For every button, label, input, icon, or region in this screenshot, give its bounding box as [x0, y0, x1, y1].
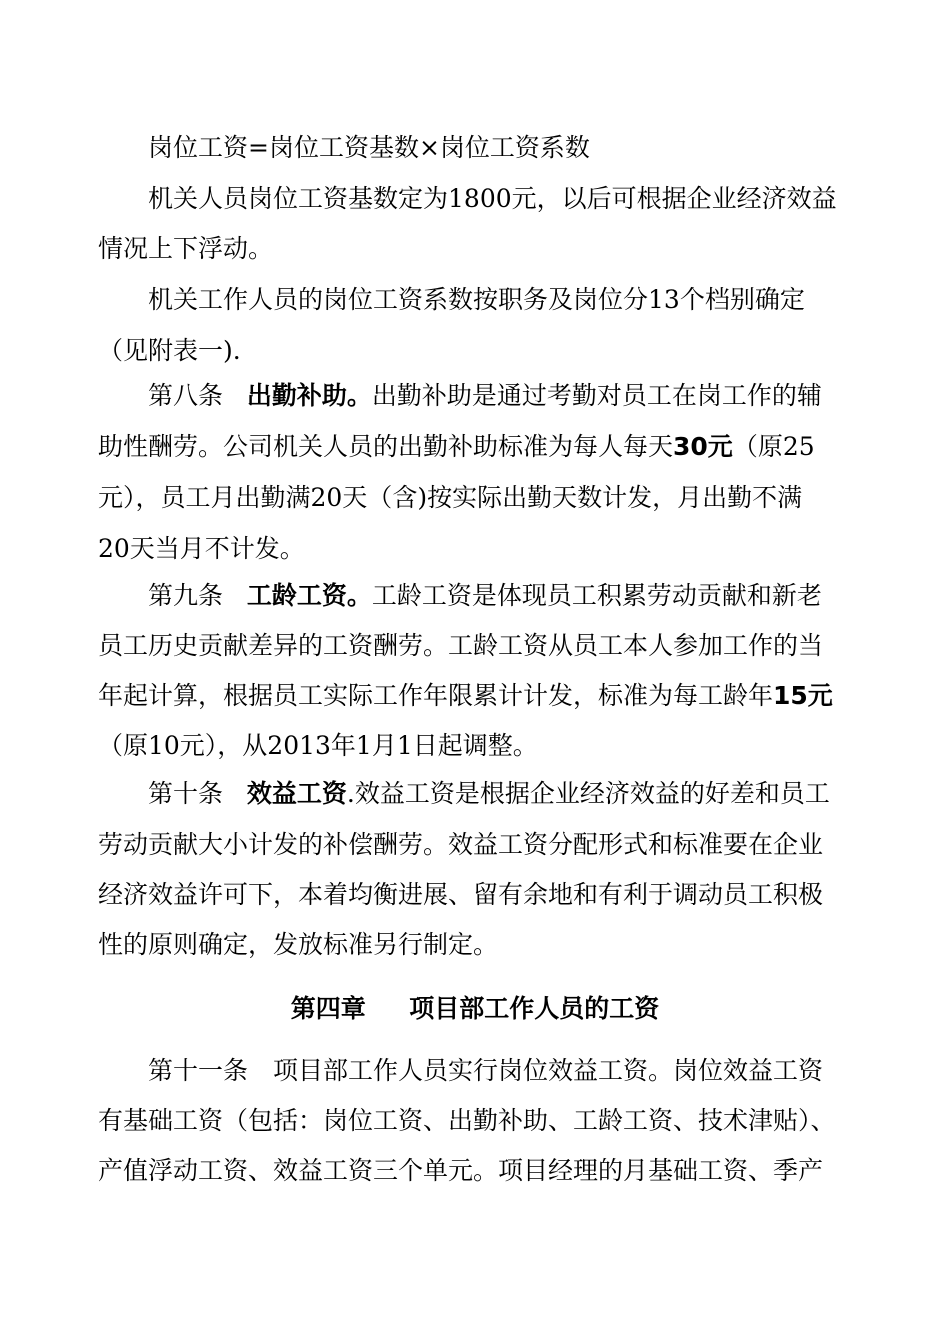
article-9-line1: [148, 580, 822, 612]
text: 20天当月不计发。: [98, 534, 305, 563]
text: 第十一条 项目部工作人员实行岗位效益工资。岗位效益工资: [148, 1056, 824, 1085]
article-11-line2: [98, 1105, 836, 1137]
article-10-line2: [98, 829, 823, 861]
article-8-line1: [148, 380, 822, 412]
text: 出勤补助是通过考勤对员工在岗工作的辅: [371, 381, 822, 410]
text: 机关工作人员的岗位工资系数按职务及岗位分13个档别确定: [148, 285, 805, 314]
text: （原25: [732, 432, 815, 461]
article-8-line2: [98, 431, 815, 463]
article-number: 第九条: [148, 581, 224, 610]
article-9-line4: [98, 730, 538, 762]
article-9-line2: [98, 630, 823, 662]
paragraph-coefficient-line2: [98, 335, 241, 367]
article-10-line3: [98, 879, 823, 911]
bold-amount: 30元: [673, 432, 733, 461]
paragraph-coefficient-line1: [148, 284, 805, 316]
article-number: 第八条: [148, 381, 224, 410]
text: 元），员工月出勤满20天（含)按实际出勤天数计发，月出勤不满: [98, 483, 803, 512]
bold-amount: 15元: [773, 681, 833, 710]
text: .效益工资是根据企业经济效益的好差和员工: [346, 779, 830, 808]
formula-text: 岗位工资=岗位工资基数×岗位工资系数: [148, 133, 590, 162]
text: 经济效益许可下，本着均衡进展、留有余地和有利于调动员工积极: [98, 880, 824, 909]
article-10-line1: [148, 778, 830, 810]
article-number: 第十条: [148, 779, 224, 808]
text: 年起计算，根据员工实际工作年限累计计发，标准为每工龄年: [98, 681, 774, 710]
chapter-title: 项目部工作人员的工资: [409, 994, 660, 1023]
paragraph-base-line2: [98, 233, 273, 265]
text: 工龄工资是体现员工积累劳动贡献和新老: [371, 581, 822, 610]
article-title: 出勤补助。: [246, 381, 372, 410]
text: 员工历史贡献差异的工资酬劳。工龄工资从员工本人参加工作的当: [98, 631, 824, 660]
paragraph-formula: [148, 132, 590, 164]
article-9-line3: [98, 680, 833, 712]
chapter-heading: [0, 993, 950, 1025]
article-8-line4: [98, 533, 305, 565]
text: 机关人员岗位工资基数定为1800元，以后可根据企业经济效益: [148, 184, 837, 213]
text: （原10元），从2013年1月1日起调整。: [98, 731, 538, 760]
text: （见附表一).: [98, 336, 241, 365]
text: 助性酬劳。公司机关人员的出勤补助标准为每人每天: [98, 432, 674, 461]
paragraph-base-line1: [148, 183, 837, 215]
article-10-line4: [98, 929, 498, 961]
article-title: 效益工资: [246, 779, 347, 808]
article-title: 工龄工资。: [246, 581, 372, 610]
text: 产值浮动工资、效益工资三个单元。项目经理的月基础工资、季产: [98, 1156, 824, 1185]
text: 有基础工资（包括：岗位工资、出勤补助、工龄工资、技术津贴）、: [98, 1106, 836, 1135]
chapter-number: 第四章: [290, 994, 366, 1023]
article-8-line3: [98, 482, 802, 514]
article-11-line1: [148, 1055, 823, 1087]
article-11-line3: [98, 1155, 823, 1187]
text: 劳动贡献大小计发的补偿酬劳。效益工资分配形式和标准要在企业: [98, 830, 824, 859]
text: 性的原则确定，发放标准另行制定。: [98, 930, 499, 959]
text: 情况上下浮动。: [98, 234, 274, 263]
